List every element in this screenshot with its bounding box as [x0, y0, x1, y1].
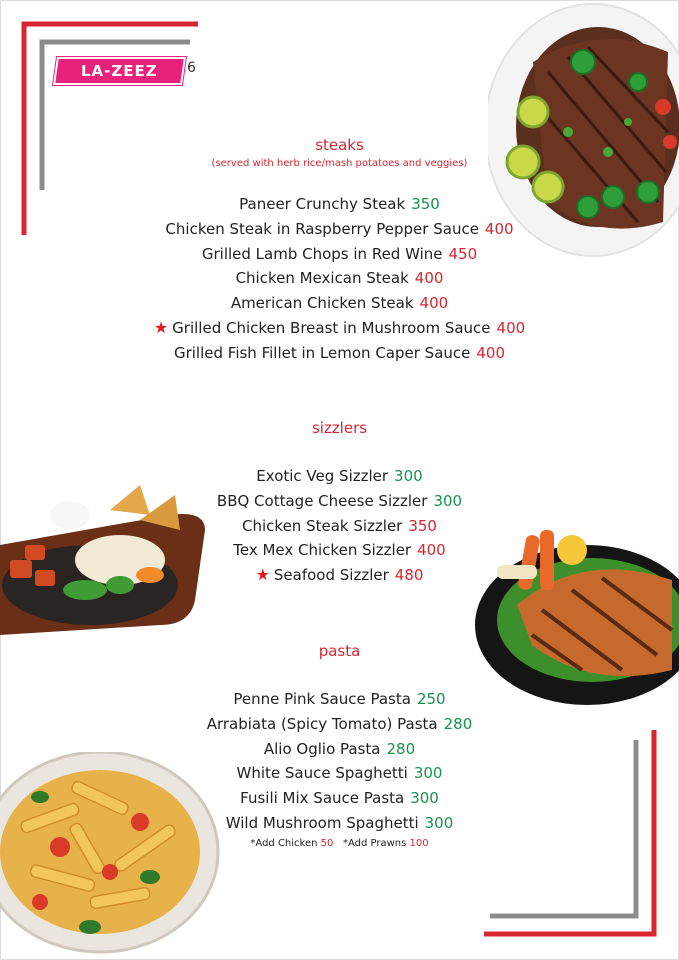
menu-item-price: 350 [411, 195, 440, 213]
menu-item-price: 400 [419, 294, 449, 313]
menu-item-price: 400 [417, 541, 446, 560]
menu-item-name: Grilled Lamb Chops in Red Wine [201, 244, 443, 263]
menu-item [0, 217, 679, 242]
menu-item-name: Penne Pink Sauce Pasta [233, 690, 411, 708]
steaks-menu-list [0, 192, 679, 366]
menu-item [0, 712, 679, 737]
menu-item-price: 480 [394, 566, 424, 585]
menu-item [0, 266, 679, 291]
menu-item-price: 400 [414, 269, 444, 288]
menu-item [0, 291, 679, 316]
penne-pasta-image [0, 752, 222, 960]
menu-item [0, 687, 679, 712]
menu-item [0, 316, 679, 341]
menu-item-name: Paneer Crunchy Steak [239, 195, 406, 213]
menu-item-price: 280 [386, 739, 416, 758]
add-chicken-label: *Add Chicken [250, 838, 318, 849]
menu-item-price: 300 [413, 764, 443, 783]
menu-item-name: BBQ Cottage Cheese Sizzler [216, 491, 428, 510]
menu-item-price: 400 [476, 343, 506, 362]
menu-item-price: 280 [443, 714, 473, 733]
pasta-title: pasta [318, 642, 361, 660]
logo-text: LA-ZEEZ [81, 62, 158, 80]
menu-item-name: Fusili Mix Sauce Pasta [240, 789, 405, 808]
star-icon: ★ [255, 565, 270, 585]
menu-item-price: 300 [424, 813, 454, 832]
menu-item [0, 341, 679, 366]
menu-item-price: 400 [484, 219, 514, 238]
add-chicken-price: 50 [320, 838, 334, 849]
menu-item-name: Arrabiata (Spicy Tomato) Pasta [206, 714, 438, 733]
menu-item-name: Chicken Steak Sizzler [242, 516, 403, 535]
menu-item-name: Chicken Steak in Raspberry Pepper Sauce [165, 219, 479, 238]
menu-item-price: 300 [410, 789, 439, 808]
menu-item-name: Exotic Veg Sizzler [256, 467, 389, 485]
add-prawns-price: 100 [409, 838, 429, 849]
menu-item-price: 350 [408, 516, 437, 535]
menu-item-price: 450 [448, 244, 478, 263]
page-number: 6 [187, 60, 196, 76]
menu-item-name: American Chicken Steak [230, 294, 414, 313]
menu-item-name: Alio Oglio Pasta [263, 739, 381, 758]
star-icon: ★ [153, 317, 169, 337]
chicken-sizzler-image [472, 520, 679, 710]
menu-item-name: Tex Mex Chicken Sizzler [233, 541, 412, 560]
menu-item-price: 250 [416, 690, 446, 708]
menu-item-price: 300 [394, 467, 423, 485]
menu-item-name: Wild Mushroom Spaghetti [225, 813, 419, 832]
add-prawns-label: *Add Prawns [342, 838, 407, 849]
menu-item-price: 300 [433, 491, 463, 510]
menu-item-name: Grilled Fish Fillet in Lemon Caper Sauce [173, 343, 471, 362]
steaks-title: steaks [315, 136, 364, 154]
steaks-subtitle: (served with herb rice/mash potatoes and veggies) [211, 158, 468, 169]
menu-item-name: Grilled Chicken Breast in Mushroom Sauce [172, 318, 491, 337]
menu-item-name: Seafood Sizzler [273, 566, 389, 585]
menu-item [0, 242, 679, 267]
menu-item-price: 400 [496, 318, 526, 337]
sizzlers-title: sizzlers [311, 419, 368, 437]
menu-item-name: White Sauce Spaghetti [236, 764, 408, 783]
menu-item [0, 192, 679, 217]
brand-logo [53, 57, 186, 85]
veg-sizzler-image [0, 475, 210, 640]
menu-item-name: Chicken Mexican Steak [235, 269, 409, 288]
